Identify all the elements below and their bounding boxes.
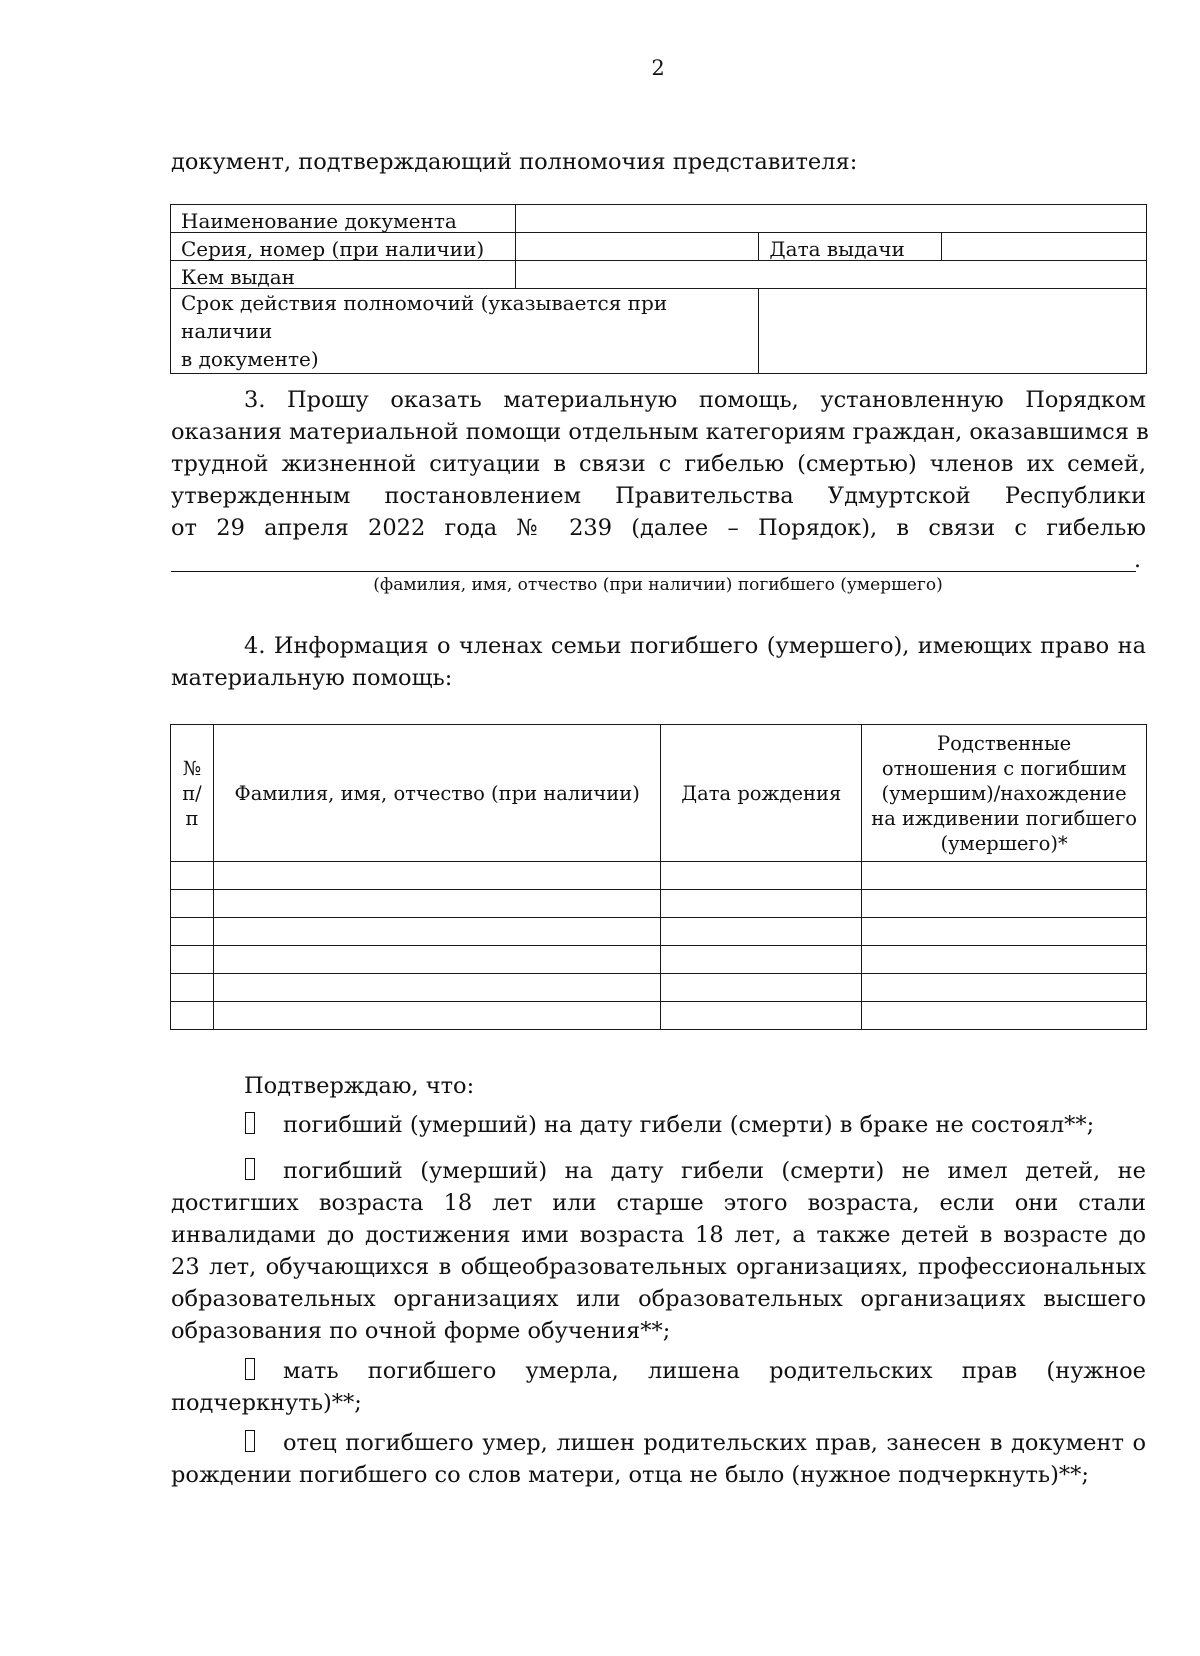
validity-label-line-2: в документе) bbox=[181, 347, 319, 371]
row-birth-date-cell[interactable] bbox=[661, 1002, 862, 1030]
section4-line-2: материальную помощь: bbox=[171, 665, 453, 691]
col-name-header: Фамилия, имя, отчество (при наличии) bbox=[213, 725, 660, 862]
checkbox-not-married[interactable] bbox=[245, 1112, 255, 1134]
col-relationship-line-4: на иждивении погибшего bbox=[871, 806, 1137, 830]
confirm-item-2-line-2: достигших возраста 18 лет или старше этого возраста, если они стали bbox=[171, 1190, 1146, 1216]
doc-name-field[interactable] bbox=[515, 205, 1146, 233]
series-number-field[interactable] bbox=[515, 233, 759, 261]
deceased-name-field[interactable] bbox=[171, 571, 1136, 572]
checkbox-mother-status[interactable] bbox=[245, 1358, 255, 1380]
row-number-cell[interactable] bbox=[171, 974, 214, 1002]
section4-line-1: 4. Информация о членах семьи погибшего (умершего), имеющих право на bbox=[244, 633, 1146, 659]
row-birth-date-cell[interactable] bbox=[661, 890, 862, 918]
row-number-cell[interactable] bbox=[171, 890, 214, 918]
col-number-line-2: п/п bbox=[182, 781, 202, 830]
row-number-cell[interactable] bbox=[171, 1002, 214, 1030]
section3-line-4: утвержденным постановлением Правительства Удмуртской Республики bbox=[171, 483, 1146, 509]
confirm-item-2-line-5: образовательных организациях или образовательных организациях высшего bbox=[171, 1286, 1146, 1312]
section3-line-5: от 29 апреля 2022 года № 239 (далее – Порядок), в связи с гибелью bbox=[171, 515, 1146, 541]
checkbox-no-children[interactable] bbox=[245, 1158, 255, 1180]
family-table-header bbox=[171, 725, 1147, 862]
col-number-header bbox=[171, 725, 214, 862]
row-relationship-cell[interactable] bbox=[862, 862, 1147, 890]
col-birth-date-header: Дата рождения bbox=[661, 725, 862, 862]
confirm-item-2-line-4: 23 лет, обучающихся в общеобразовательных организациях, профессиональных bbox=[171, 1254, 1146, 1280]
row-name-cell[interactable] bbox=[213, 946, 660, 974]
row-number-cell[interactable] bbox=[171, 946, 214, 974]
representative-document-table bbox=[170, 204, 1147, 374]
confirm-item-2-line-1-text: погибший (умерший) на дату гибели (смерти) не имел детей, не bbox=[283, 1158, 1146, 1184]
issue-date-field[interactable] bbox=[942, 233, 1147, 261]
row-relationship-cell[interactable] bbox=[862, 1002, 1147, 1030]
col-relationship-line-1: Родственные bbox=[937, 731, 1072, 755]
family-table-row bbox=[171, 890, 1147, 918]
confirm-item-2-line-6: образования по очной форме обучения**; bbox=[171, 1318, 671, 1344]
family-table-row bbox=[171, 918, 1147, 946]
col-relationship-line-5: (умершего)* bbox=[940, 831, 1068, 855]
validity-field[interactable] bbox=[759, 289, 1147, 374]
col-relationship-line-3: (умершим)/нахождение bbox=[881, 781, 1127, 805]
col-relationship-line-2: отношения с погибшим bbox=[881, 756, 1127, 780]
row-relationship-cell[interactable] bbox=[862, 918, 1147, 946]
representative-intro: документ, подтверждающий полномочия представителя: bbox=[171, 149, 858, 175]
confirm-item-3-line-1-text: мать погибшего умерла, лишена родительских прав (нужное bbox=[283, 1358, 1146, 1384]
confirm-item-4-line-1 bbox=[245, 1427, 1146, 1459]
family-table-row bbox=[171, 1002, 1147, 1030]
row-relationship-cell[interactable] bbox=[862, 974, 1147, 1002]
row-name-cell[interactable] bbox=[213, 1002, 660, 1030]
confirm-item-3-line-2: подчеркнуть)**; bbox=[171, 1390, 362, 1416]
issue-date-label: Дата выдачи bbox=[759, 233, 942, 261]
checkbox-father-status[interactable] bbox=[245, 1430, 255, 1452]
deceased-name-caption: (фамилия, имя, отчество (при наличии) погибшего (умершего) bbox=[373, 575, 943, 595]
issued-by-label: Кем выдан bbox=[171, 261, 516, 289]
col-number-line-1: № bbox=[182, 756, 202, 780]
family-table-row bbox=[171, 862, 1147, 890]
doc-name-label: Наименование документа bbox=[171, 205, 516, 233]
fill-line-end-dot: . bbox=[1134, 548, 1141, 573]
row-relationship-cell[interactable] bbox=[862, 890, 1147, 918]
row-name-cell[interactable] bbox=[213, 974, 660, 1002]
confirm-item-1-text: погибший (умерший) на дату гибели (смерти) в браке не состоял**; bbox=[283, 1112, 1095, 1138]
family-table-row bbox=[171, 974, 1147, 1002]
page-number: 2 bbox=[651, 56, 665, 80]
section3-line-1: 3. Прошу оказать материальную помощь, установленную Порядком bbox=[244, 387, 1146, 413]
family-members-table bbox=[170, 724, 1147, 1030]
section3-line-3: трудной жизненной ситуации в связи с гибелью (смертью) членов их семей, bbox=[171, 451, 1146, 477]
section3-line-2: оказания материальной помощи отдельным категориям граждан, оказавшимся в bbox=[171, 419, 1149, 445]
row-number-cell[interactable] bbox=[171, 918, 214, 946]
row-name-cell[interactable] bbox=[213, 862, 660, 890]
row-name-cell[interactable] bbox=[213, 890, 660, 918]
confirm-item-4-line-2: рождении погибшего со слов матери, отца не было (нужное подчеркнуть)**; bbox=[171, 1462, 1089, 1488]
validity-label-line-1: Срок действия полномочий (указывается при наличии bbox=[181, 291, 668, 343]
family-table-row bbox=[171, 946, 1147, 974]
confirm-item-2-line-1 bbox=[245, 1155, 1146, 1187]
row-birth-date-cell[interactable] bbox=[661, 862, 862, 890]
row-birth-date-cell[interactable] bbox=[661, 946, 862, 974]
confirm-item-2-line-3: инвалидами до достижения ими возраста 18 лет, а также детей в возрасте до bbox=[171, 1222, 1146, 1248]
confirm-heading: Подтверждаю, что: bbox=[244, 1073, 475, 1099]
col-relationship-header bbox=[862, 725, 1147, 862]
row-birth-date-cell[interactable] bbox=[661, 974, 862, 1002]
validity-label bbox=[171, 289, 759, 374]
issued-by-field[interactable] bbox=[515, 261, 1146, 289]
row-number-cell[interactable] bbox=[171, 862, 214, 890]
row-name-cell[interactable] bbox=[213, 918, 660, 946]
row-birth-date-cell[interactable] bbox=[661, 918, 862, 946]
confirm-item-1 bbox=[245, 1109, 1146, 1141]
row-relationship-cell[interactable] bbox=[862, 946, 1147, 974]
series-number-label: Серия, номер (при наличии) bbox=[171, 233, 516, 261]
confirm-item-3-line-1 bbox=[245, 1355, 1146, 1387]
confirm-item-4-line-1-text: отец погибшего умер, лишен родительских прав, занесен в документ о bbox=[283, 1430, 1146, 1456]
